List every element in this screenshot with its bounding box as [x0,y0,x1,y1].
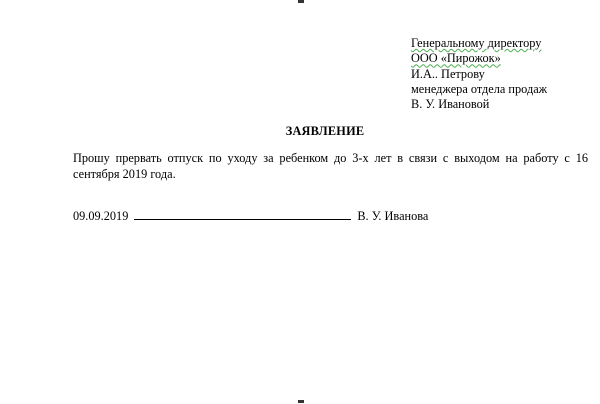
addressee-name: И.А.. Петрову [411,66,485,81]
document-title: ЗАЯВЛЕНИЕ [285,124,365,138]
sender-position: менеджера отдела продаж [411,81,548,96]
page-top-marker [298,0,304,3]
signature-date: 09.09.2019 [73,209,129,223]
sender-name: В. У. Ивановой [411,97,490,112]
signature-name: В. У. Иванова [357,209,429,223]
document-body: Прошу прервать отпуск по уходу за ребенком до 3-х лет в связи с выходом на работу с 16 сентября 2019 года. [73,151,588,181]
addressee-company: ООО «Пирожок» [411,51,501,66]
addressee-position: Генеральному директору [411,36,542,50]
page-bottom-marker [298,400,304,403]
signature-row [73,208,428,224]
signature-line [134,208,351,220]
addressee-block [411,36,547,112]
